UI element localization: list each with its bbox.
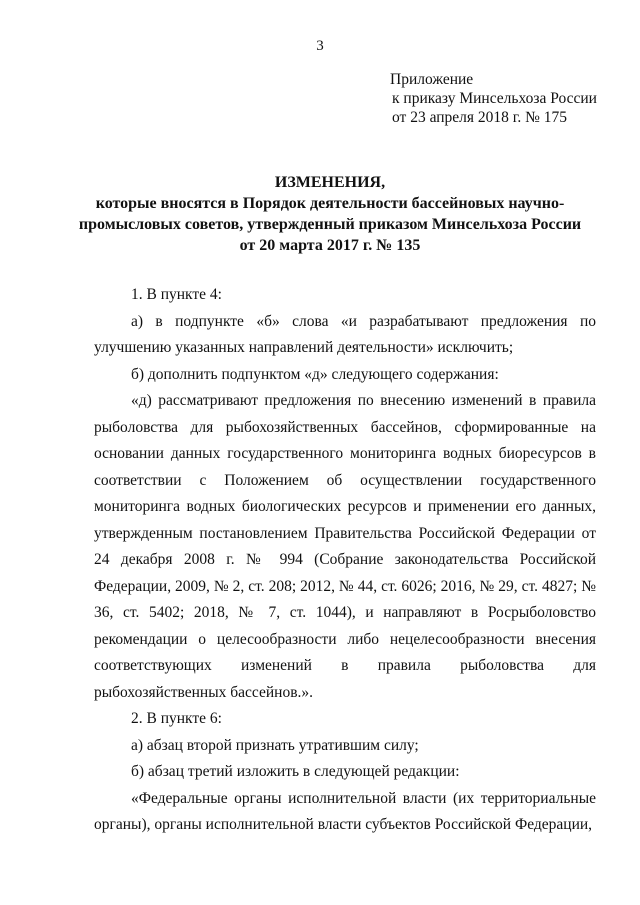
heading-line: промысловых советов, утвержденный приказом Минсельхоза России [78,216,582,233]
page-number: 3 [316,38,324,54]
paragraph: 1. В пункте 4: [131,286,222,303]
paragraph: а) в подпункте «б» слова «и разрабатывают предложения по улучшению указанных направлений деятельности» исключить; [94,312,596,356]
heading-title: ИЗМЕНЕНИЯ, [274,174,386,191]
paragraph: 2. В пункте 6: [131,710,222,727]
paragraph: «д) рассматривают предложения по внесению изменений в правила рыболовства для рыбохозяйственных бассейнов, сформированные на основании данных государственного мониторинга водных биоресурсов в соответствии с Положением об осуществлении государственного мониторинга водных биологических ресурсов и применении его данных, утвержденным постановлением Правительства Российской Федерации от 24 декабря 2008 г. № 994 (Собрание законодательства Российской Федерации, 2009, № 2, ст. 208; 2012, № 44, ст. 6026; 2016, № 29, ст. 4827; № 36, ст. 5402; 2018, № 7, ст. 1044), и направляют в Росрыболовство рекомендации о целесообразности либо нецелесообразности внесения соответствующих изменений в правила рыболовства для рыбохозяйственных бассейнов.». [94,392,596,701]
heading-line: от 20 марта 2017 г. № 135 [239,237,421,254]
document-heading [60,172,600,256]
appendix-block [390,70,597,127]
paragraph: б) дополнить подпунктом «д» следующего содержания: [131,365,499,383]
appendix-line: от 23 апреля 2018 г. № 175 [392,109,568,126]
heading-line: которые вносятся в Порядок деятельности бассейновых научно- [95,195,565,212]
paragraph: б) абзац третий изложить в следующей редакции: [131,763,460,780]
paragraph: «Федеральные органы исполнительной власти (их территориальные органы), органы исполнительной власти субъектов Российской Федерации, [94,789,596,833]
appendix-line: Приложение [390,71,474,88]
paragraph: а) абзац второй признать утратившим силу; [131,736,419,754]
document-body [94,282,596,839]
appendix-line: к приказу Минсельхоза России [392,90,597,107]
